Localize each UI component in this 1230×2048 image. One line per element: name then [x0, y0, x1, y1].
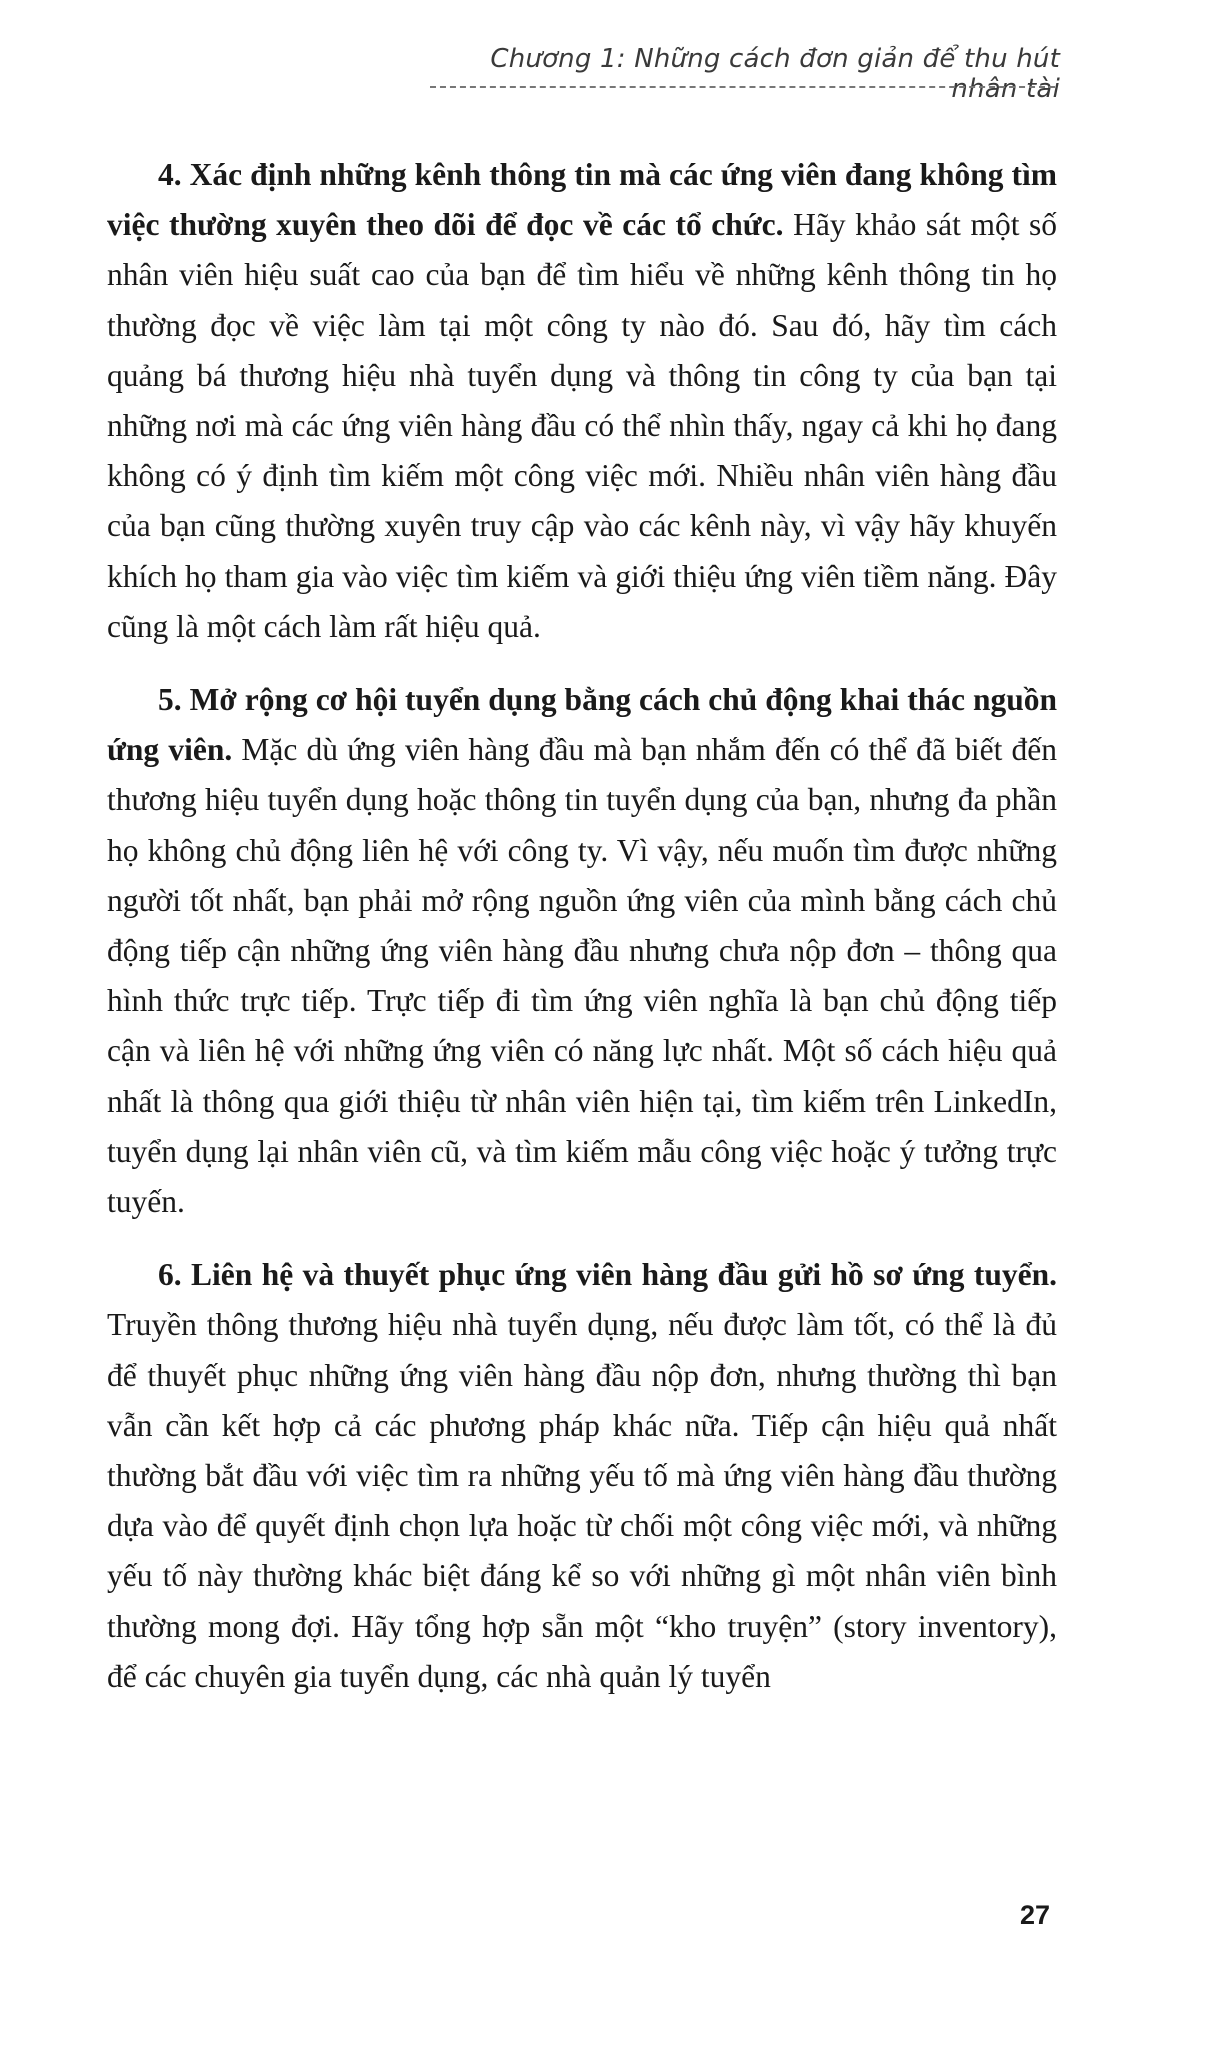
page-number: 27 [1019, 1900, 1050, 1930]
paragraph-5-lead: 5. Mở rộng cơ hội tuyển dụng bằng cách chủ động khai thác nguồn ứng viên. [107, 682, 1057, 768]
header-rule [430, 86, 1055, 88]
body-text [107, 150, 1057, 1725]
paragraph-6-lead: 6. Liên hệ và thuyết phục ứng viên hàng đầu gửi hồ sơ ứng tuyển. [158, 1257, 1057, 1293]
paragraph-6-body: Truyền thông thương hiệu nhà tuyển dụng, nếu được làm tốt, có thể là đủ để thuyết phục những ứng viên hàng đầu nộp đơn, nhưng thường thì bạn vẫn cần kết hợp cả các phương pháp khác nữa. Tiếp cận hiệu quả nhất thường bắt đầu với việc tìm ra những yếu tố mà ứng viên hàng đầu thường dựa vào để quyết định chọn lựa hoặc từ chối một công việc mới, và những yếu tố này thường khác biệt đáng kể so với những gì một nhân viên bình thường mong đợi. Hãy tổng hợp sẵn một “kho truyện” (story inventory), để các chuyên gia tuyển dụng, các nhà quản lý tuyển [107, 1307, 1057, 1694]
paragraph-5-body: Mặc dù ứng viên hàng đầu mà bạn nhắm đến có thể đã biết đến thương hiệu tuyển dụng hoặc thông tin tuyển dụng của bạn, nhưng đa phần họ không chủ động liên hệ với công ty. Vì vậy, nếu muốn tìm được những người tốt nhất, bạn phải mở rộng nguồn ứng viên của mình bằng cách chủ động tiếp cận những ứng viên hàng đầu nhưng chưa nộp đơn – thông qua hình thức trực tiếp. Trực tiếp đi tìm ứng viên nghĩa là bạn chủ động tiếp cận và liên hệ với những ứng viên có năng lực nhất. Một số cách hiệu quả nhất là thông qua giới thiệu từ nhân viên hiện tại, tìm kiếm trên LinkedIn, tuyển dụng lại nhân viên cũ, và tìm kiếm mẫu công việc hoặc ý tưởng trực tuyến. [107, 732, 1057, 1220]
paragraph-6 [107, 1250, 1057, 1702]
paragraph-5 [107, 675, 1057, 1227]
running-header: Chương 1: Những cách đơn giản để thu hút nhân tài [490, 44, 1060, 104]
paragraph-4 [107, 150, 1057, 652]
paragraph-4-body: Hãy khảo sát một số nhân viên hiệu suất cao của bạn để tìm hiểu về những kênh thông tin họ thường đọc về việc làm tại một công ty nào đó. Sau đó, hãy tìm cách quảng bá thương hiệu nhà tuyển dụng và thông tin công ty của bạn tại những nơi mà các ứng viên hàng đầu có thể nhìn thấy, ngay cả khi họ đang không có ý định tìm kiếm một công việc mới. Nhiều nhân viên hàng đầu của bạn cũng thường xuyên truy cập vào các kênh này, vì vậy hãy khuyến khích họ tham gia vào việc tìm kiếm và giới thiệu ứng viên tiềm năng. Đây cũng là một cách làm rất hiệu quả. [107, 207, 1058, 644]
paragraph-4-lead: 4. Xác định những kênh thông tin mà các ứng viên đang không tìm việc thường xuyên theo dõi để đọc về các tổ chức. [107, 157, 1057, 243]
